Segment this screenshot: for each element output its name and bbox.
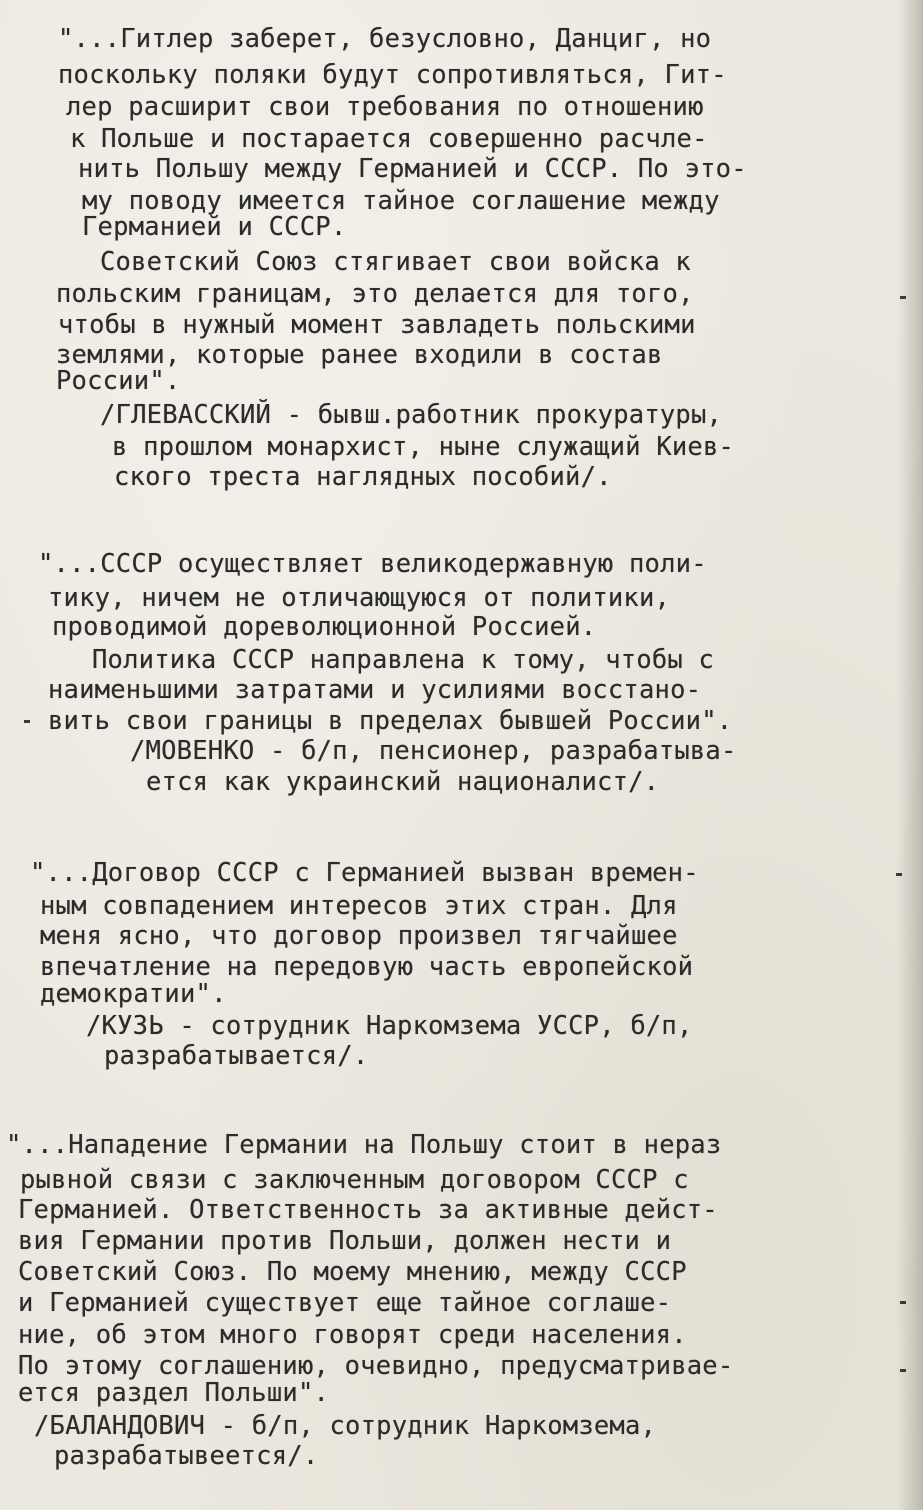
quote-line: демократии".: [40, 979, 227, 1009]
attribution-line: /КУЗЬ - сотрудник Наркомзема УССР, б/п,: [86, 1011, 693, 1041]
margin-mark: [900, 1369, 906, 1372]
quote-line: рывной связи с заключенным договором СССР с: [20, 1165, 689, 1195]
quote-line: вия Германии против Польши, должен нести и: [18, 1226, 672, 1256]
quote-line: России".: [56, 366, 181, 396]
attribution-line: /ГЛЕВАССКИЙ - бывш.работник прокуратуры,: [100, 400, 723, 430]
attribution-line: в прошлом монархист, ныне служащий Киев-: [112, 432, 735, 462]
quote-line: Советский Союз стягивает свои войска к: [100, 247, 691, 277]
quote-line: Германией и СССР.: [82, 212, 347, 242]
margin-mark: [896, 873, 902, 876]
quote-line: "...Договор СССР с Германией вызван времен-: [30, 858, 699, 888]
page-edge-shadow: [897, 0, 923, 1510]
quote-line: тику, ничем не отличающуюся от политики,: [48, 583, 671, 613]
quote-line: Германией. Ответственность за активные дейст-: [18, 1195, 718, 1225]
quote-line: наименьшими затратами и усилиями восстано-: [48, 675, 702, 705]
quote-line: проводимой дореволюционной Россией.: [52, 612, 597, 642]
quote-line: ным совпадением интересов этих стран. Для: [40, 891, 678, 921]
quote-line: землями, которые ранее входили в состав: [56, 340, 663, 370]
attribution-line: ского треста наглядных пособий/.: [114, 462, 612, 492]
quote-line: нить Польшу между Германией и СССР. По это-: [78, 154, 747, 184]
quote-line: ние, об этом много говорят среди населения.: [18, 1320, 687, 1350]
quote-line: Советский Союз. По моему мнению, между СССР: [18, 1257, 687, 1287]
quote-line: "...Нападение Германии на Польшу стоит в нераз: [6, 1130, 722, 1160]
margin-mark: [900, 296, 906, 299]
quote-line: меня ясно, что договор произвел тягчайшее: [40, 921, 678, 951]
quote-line: впечатление на передовую часть европейской: [40, 952, 694, 982]
quote-line: и Германией существует еще тайное соглаше-: [18, 1288, 672, 1318]
quote-line: Политика СССР направлена к тому, чтобы с: [92, 645, 715, 675]
quote-line: чтобы в нужный момент завладеть польскими: [58, 310, 696, 340]
quote-line: поскольку поляки будут сопротивляться, Гит-: [58, 60, 727, 90]
attribution-line: ется как украинский националист/.: [146, 767, 660, 797]
quote-line: польским границам, это делается для того,: [56, 279, 694, 309]
quote-line: ется раздел Польши".: [18, 1378, 330, 1408]
quote-line: "...СССР осуществляет великодержавную поли-: [38, 549, 707, 579]
quote-line: По этому соглашению, очевидно, предусматривае-: [18, 1351, 734, 1381]
margin-mark: [24, 720, 30, 723]
attribution-line: /БАЛАНДОВИЧ - б/п, сотрудник Наркомзема,: [34, 1411, 657, 1441]
quote-line: лер расширит свои требования по отношению: [66, 92, 704, 122]
margin-mark: [900, 1301, 906, 1304]
quote-line: к Польше и постарается совершенно расчле-: [70, 124, 708, 154]
attribution-line: /МОВЕНКО - б/п, пенсионер, разрабатыва-: [130, 736, 737, 766]
quote-line: му поводу имеется тайное соглашение между: [82, 186, 720, 216]
quote-line: вить свои границы в пределах бывшей России".: [48, 706, 733, 736]
attribution-line: разрабатывается/.: [104, 1041, 369, 1071]
attribution-line: разрабатывеется/.: [54, 1441, 319, 1471]
quote-line: "...Гитлер заберет, безусловно, Данциг, но: [58, 24, 712, 54]
